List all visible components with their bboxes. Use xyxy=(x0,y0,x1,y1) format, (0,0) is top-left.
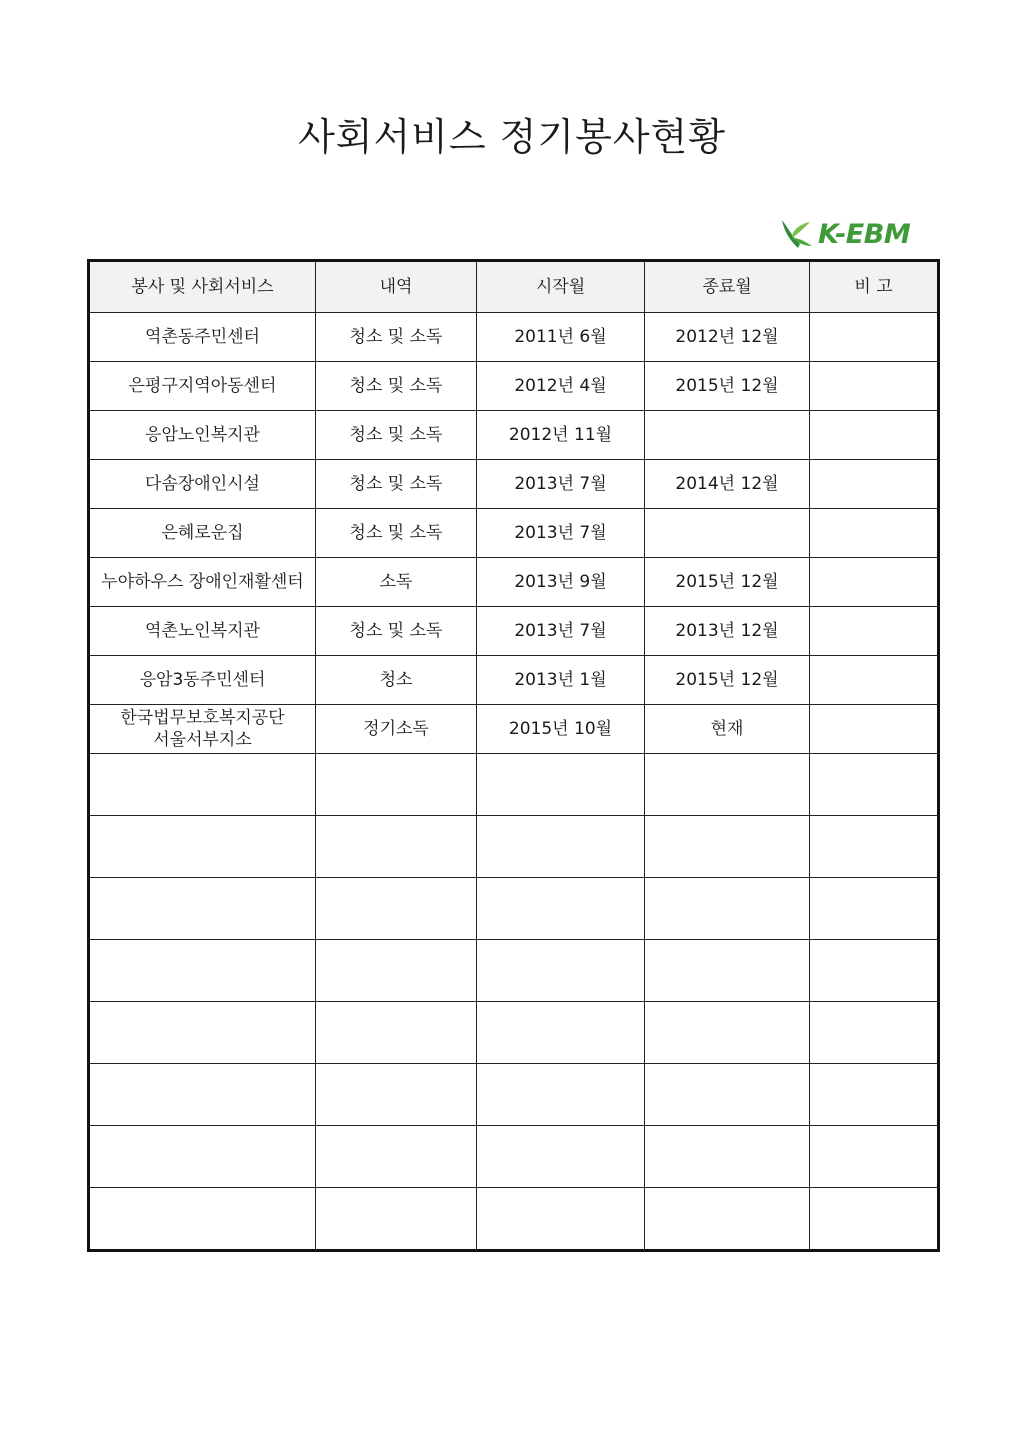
empty-cell xyxy=(810,878,939,940)
cell-end xyxy=(645,411,810,460)
volunteer-status-table xyxy=(87,259,940,1252)
table-row xyxy=(89,607,939,656)
empty-cell xyxy=(89,1064,316,1126)
cell-note xyxy=(810,656,939,705)
empty-cell xyxy=(810,1126,939,1188)
cell-detail: 청소 및 소독 xyxy=(316,313,477,362)
empty-cell xyxy=(477,1002,645,1064)
cell-organization-line2: 서울서부지소 xyxy=(153,730,252,750)
empty-row xyxy=(89,1126,939,1188)
empty-cell xyxy=(810,754,939,816)
table-row xyxy=(89,705,939,754)
empty-cell xyxy=(477,754,645,816)
empty-row xyxy=(89,816,939,878)
cell-organization xyxy=(89,705,316,754)
empty-row xyxy=(89,878,939,940)
cell-note xyxy=(810,313,939,362)
empty-cell xyxy=(89,816,316,878)
empty-cell xyxy=(89,878,316,940)
cell-organization: 역촌노인복지관 xyxy=(89,607,316,656)
empty-cell xyxy=(316,754,477,816)
empty-cell xyxy=(477,878,645,940)
cell-end: 2015년 12월 xyxy=(645,558,810,607)
cell-organization-line1: 한국법무보호복지공단 xyxy=(120,707,285,728)
cell-organization: 응암3동주민센터 xyxy=(89,656,316,705)
cell-note xyxy=(810,411,939,460)
empty-cell xyxy=(316,940,477,1002)
empty-cell xyxy=(645,1002,810,1064)
empty-cell xyxy=(316,816,477,878)
cell-start: 2013년 7월 xyxy=(477,460,645,509)
empty-cell xyxy=(316,1064,477,1126)
empty-cell xyxy=(477,940,645,1002)
empty-cell xyxy=(477,1126,645,1188)
empty-cell xyxy=(645,816,810,878)
cell-detail: 청소 및 소독 xyxy=(316,362,477,411)
empty-cell xyxy=(645,1064,810,1126)
empty-cell xyxy=(810,816,939,878)
cell-start: 2012년 4월 xyxy=(477,362,645,411)
cell-start: 2012년 11월 xyxy=(477,411,645,460)
cell-detail: 청소 및 소독 xyxy=(316,509,477,558)
cell-note xyxy=(810,460,939,509)
header-detail: 내역 xyxy=(316,261,477,313)
empty-row xyxy=(89,754,939,816)
logo-text: K-EBM xyxy=(818,218,911,250)
cell-end: 2015년 12월 xyxy=(645,362,810,411)
cell-note xyxy=(810,607,939,656)
empty-cell xyxy=(810,1064,939,1126)
leaf-icon xyxy=(778,216,814,252)
k-ebm-logo xyxy=(778,214,910,254)
cell-start: 2013년 1월 xyxy=(477,656,645,705)
cell-detail: 청소 및 소독 xyxy=(316,460,477,509)
cell-start: 2013년 7월 xyxy=(477,509,645,558)
empty-cell xyxy=(477,1188,645,1251)
empty-cell xyxy=(477,816,645,878)
table-header-row xyxy=(89,261,939,313)
empty-cell xyxy=(477,1064,645,1126)
empty-cell xyxy=(89,1002,316,1064)
cell-note xyxy=(810,705,939,754)
cell-detail: 청소 및 소독 xyxy=(316,411,477,460)
cell-end: 2015년 12월 xyxy=(645,656,810,705)
cell-detail: 소독 xyxy=(316,558,477,607)
table-row xyxy=(89,509,939,558)
table-row xyxy=(89,313,939,362)
table-row xyxy=(89,460,939,509)
cell-end xyxy=(645,509,810,558)
cell-end: 2014년 12월 xyxy=(645,460,810,509)
page-title: 사회서비스 정기봉사현황 xyxy=(298,115,726,159)
cell-start: 2013년 9월 xyxy=(477,558,645,607)
empty-cell xyxy=(89,940,316,1002)
cell-detail: 청소 xyxy=(316,656,477,705)
cell-start: 2015년 10월 xyxy=(477,705,645,754)
empty-cell xyxy=(316,1188,477,1251)
empty-cell xyxy=(810,940,939,1002)
empty-cell xyxy=(810,1002,939,1064)
empty-cell xyxy=(810,1188,939,1251)
empty-cell xyxy=(89,754,316,816)
empty-row xyxy=(89,1188,939,1251)
cell-start: 2013년 7월 xyxy=(477,607,645,656)
cell-organization: 다솜장애인시설 xyxy=(89,460,316,509)
cell-organization: 은혜로운집 xyxy=(89,509,316,558)
cell-organization: 응암노인복지관 xyxy=(89,411,316,460)
header-end-month: 종료월 xyxy=(645,261,810,313)
cell-note xyxy=(810,558,939,607)
header-start-month: 시작월 xyxy=(477,261,645,313)
empty-cell xyxy=(89,1188,316,1251)
cell-detail: 청소 및 소독 xyxy=(316,607,477,656)
empty-row xyxy=(89,940,939,1002)
cell-organization: 누야하우스 장애인재활센터 xyxy=(89,558,316,607)
empty-cell xyxy=(316,1002,477,1064)
empty-cell xyxy=(645,940,810,1002)
table-row xyxy=(89,362,939,411)
table-row xyxy=(89,411,939,460)
cell-detail: 정기소독 xyxy=(316,705,477,754)
header-note: 비 고 xyxy=(810,261,939,313)
cell-organization: 역촌동주민센터 xyxy=(89,313,316,362)
empty-cell xyxy=(645,878,810,940)
empty-cell xyxy=(89,1126,316,1188)
cell-note xyxy=(810,509,939,558)
cell-end: 2013년 12월 xyxy=(645,607,810,656)
empty-cell xyxy=(645,1188,810,1251)
cell-start: 2011년 6월 xyxy=(477,313,645,362)
empty-row xyxy=(89,1002,939,1064)
cell-note xyxy=(810,362,939,411)
table-row xyxy=(89,558,939,607)
empty-cell xyxy=(316,878,477,940)
table-row xyxy=(89,656,939,705)
cell-end: 2012년 12월 xyxy=(645,313,810,362)
cell-end: 현재 xyxy=(645,705,810,754)
header-organization: 봉사 및 사회서비스 xyxy=(89,261,316,313)
empty-row xyxy=(89,1064,939,1126)
empty-cell xyxy=(645,754,810,816)
empty-cell xyxy=(316,1126,477,1188)
empty-cell xyxy=(645,1126,810,1188)
cell-organization: 은평구지역아동센터 xyxy=(89,362,316,411)
